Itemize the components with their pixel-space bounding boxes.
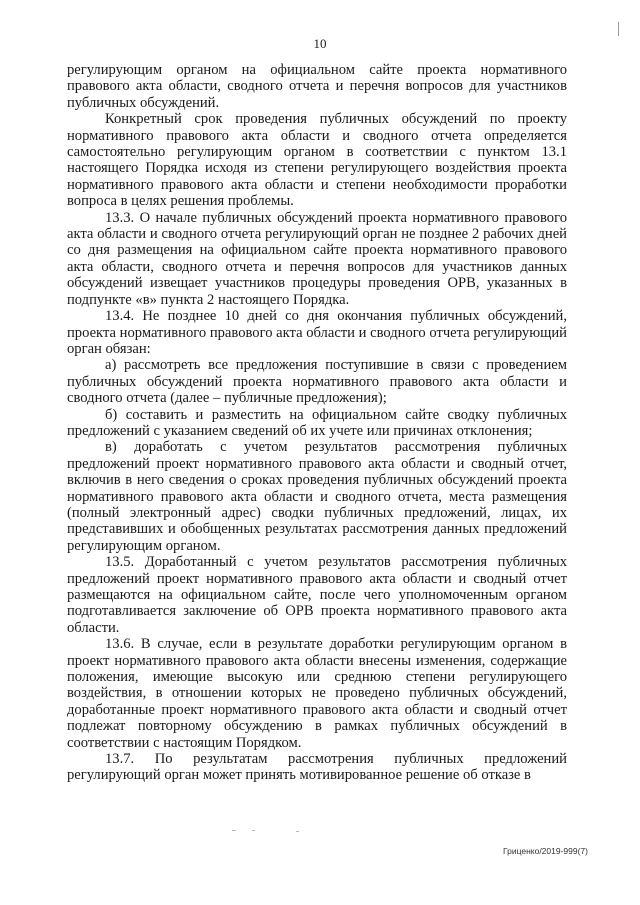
document-body (67, 62, 567, 784)
paragraph-13-4: 13.4. Не позднее 10 дней со дня окончания публичных обсуждений, проекта нормативного правового акта области и сводного отчета регулирующий орган обязан: (67, 308, 567, 357)
footer-document-code: Гриценко/2019-999(7) (502, 846, 588, 856)
paragraph-13-6: 13.6. В случае, если в результате доработки регулирующим органом в проект нормативного правового акта области внесены изменения, содержащие положения, имеющие высокую или среднюю степени регулирующего воздействия, в отношении которых не проведено публичных обсуждений, доработанные проект нормативного правового акта области и сводный отчет подлежат повторному обсуждению в рамках публичных обсуждений в соответствии с настоящим Порядком. (67, 636, 567, 751)
paragraph-13-4-b: б) составить и разместить на официальном сайте сводку публичных предложений с указанием сведений об их учете или причинах отклонения; (67, 406, 567, 439)
page-number: 10 (313, 36, 327, 51)
paragraph-continuation: регулирующим органом на официальном сайте проекта нормативного правового акта области, сводного отчета и перечня вопросов для участников публичных обсуждений. (67, 62, 567, 111)
scan-margin-mark (618, 22, 619, 36)
scan-speck (252, 830, 255, 831)
scan-speck (296, 831, 299, 832)
paragraph-13-7: 13.7. По результатам рассмотрения публичных предложений регулирующий орган может принять мотивированное решение об отказе в (67, 751, 567, 784)
paragraph-13-5: 13.5. Доработанный с учетом результатов рассмотрения публичных предложений проект нормативного правового акта области и сводный отчет размещаются на официальном сайте, после чего уполномоченным органом подготавливается заключение об ОРВ проекта нормативного правового акта области. (67, 554, 567, 636)
paragraph-term: Конкретный срок проведения публичных обсуждений по проекту нормативного правового акта области и сводного отчета определяется самостоятельно регулирующим органом в соответствии с пунктом 13.1 настоящего Порядка исходя из степени регулирующего воздействия проекта нормативного правового акта области и степени необходимости проработки вопроса в целях решения проблемы. (67, 111, 567, 210)
paragraph-13-3: 13.3. О начале публичных обсуждений проекта нормативного правового акта области и сводного отчета регулирующий орган не позднее 2 рабочих дней со дня размещения на официальном сайте проекта нормативного правового акта области, сводного отчета и перечня вопросов для участников данных обсуждений извещает участников процедуры проведения ОРВ, указанных в подпункте «в» пункта 2 настоящего Порядка. (67, 209, 567, 308)
paragraph-13-4-a: а) рассмотреть все предложения поступившие в связи с проведением публичных обсуждений проекта нормативного правового акта области и сводного отчета (далее – публичные предложения); (67, 357, 567, 407)
scan-speck (232, 830, 236, 831)
paragraph-13-4-v: в) доработать с учетом результатов рассмотрения публичных предложений проект нормативного правового акта области и сводный отчет, включив в него сведения о сроках проведения публичных обсуждений проекта нормативного правового акта области и сводного отчета, места размещения (полный электронный адрес) сводки публичных предложений, лицах, их представивших и обобщенных результатах рассмотрения данных предложений регулирующим органом. (67, 439, 567, 554)
